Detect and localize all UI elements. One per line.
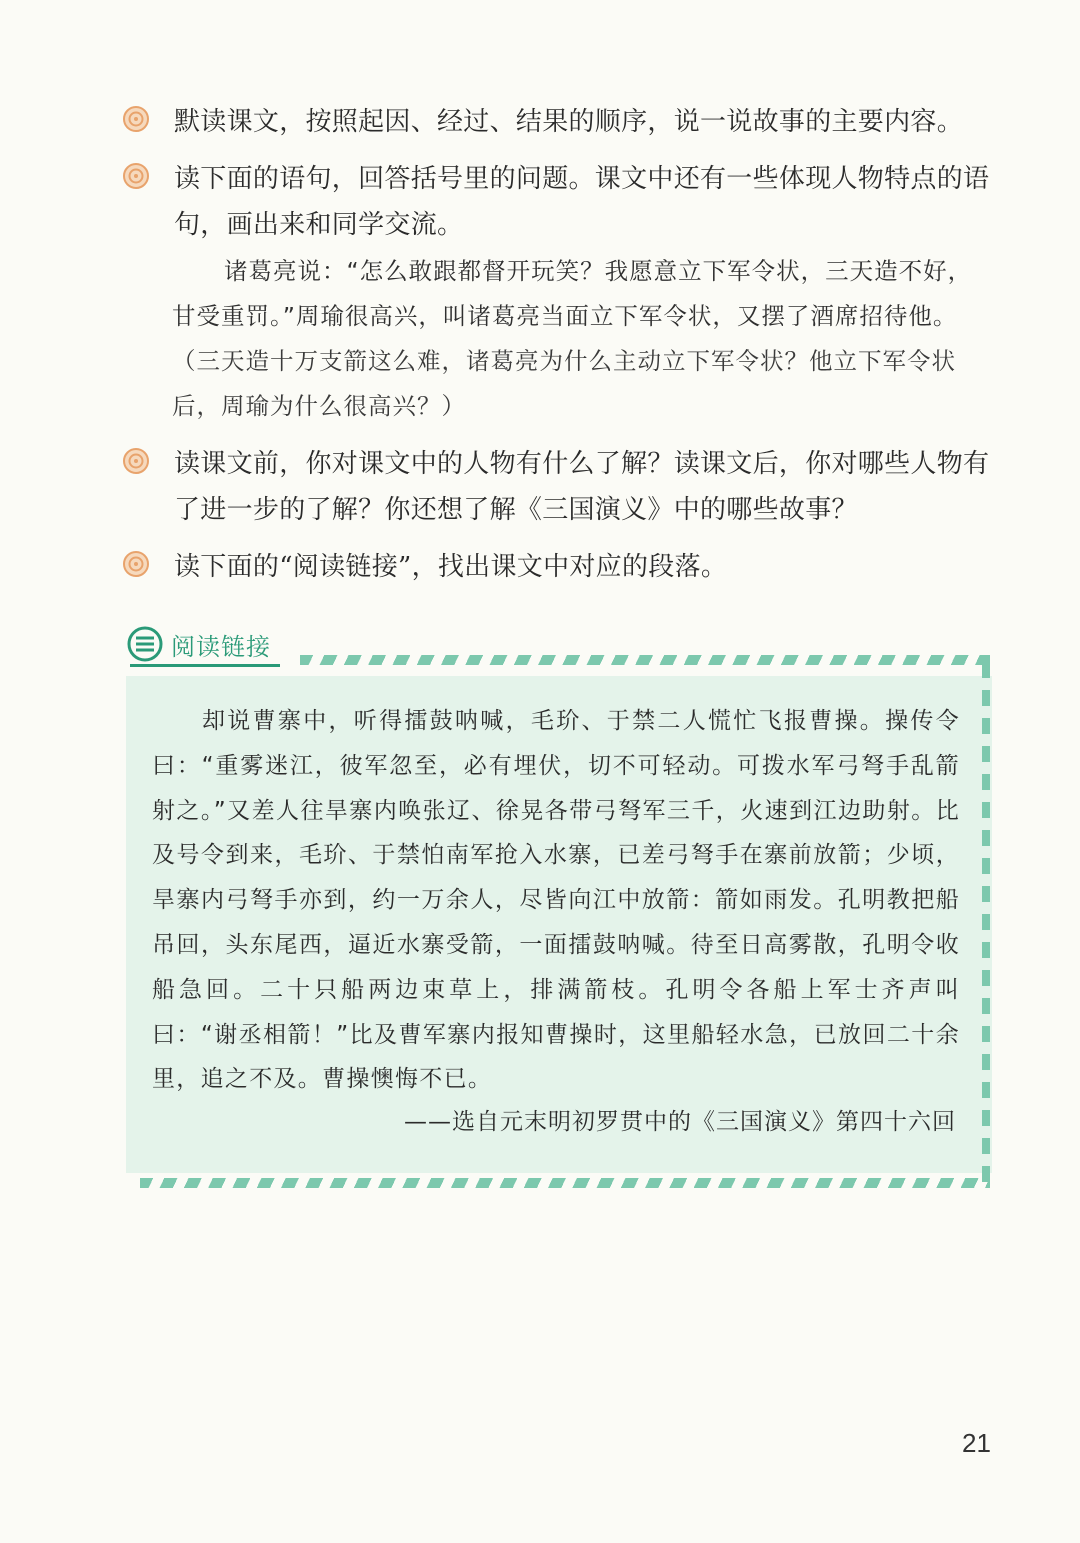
reading-link-underline	[130, 664, 280, 667]
exercise-item-2	[122, 156, 1002, 248]
page-number: 21	[962, 1428, 991, 1458]
exercise-item-3	[122, 441, 1002, 533]
reading-link-header	[127, 624, 271, 664]
dashed-border-right	[982, 662, 990, 1182]
exercise-item-1	[122, 99, 1002, 145]
quoted-passage-text: 诸葛亮说：“怎么敢跟都督开玩笑？我愿意立下军令状，三天造不好，甘受重罚。”周瑜很高兴，叫诸葛亮当面立下军令状，又摆了酒席招待他。	[172, 257, 973, 330]
book-lines-icon	[127, 626, 163, 662]
sun-bullet-icon	[122, 550, 150, 578]
quoted-passage	[172, 249, 992, 429]
exercise-text: 读下面的“阅读链接”，找出课文中对应的段落。	[174, 552, 728, 582]
exercise-item-4	[122, 544, 1002, 590]
reading-link-title: 阅读链接	[171, 632, 271, 661]
sun-bullet-icon	[122, 105, 150, 133]
reading-link-passage	[152, 699, 960, 1102]
quoted-passage-question: （三天造十万支箭这么难，诸葛亮为什么主动立下军令状？他立下军令状后，周瑜为什么很高兴？）	[172, 347, 956, 420]
dashed-border-top	[300, 655, 990, 665]
exercise-text: 默读课文，按照起因、经过、结果的顺序，说一说故事的主要内容。	[174, 107, 964, 137]
dashed-border-bottom	[140, 1178, 990, 1188]
sun-bullet-icon	[122, 447, 150, 475]
reading-link-source: ——选自元末明初罗贯中的《三国演义》第四十六回	[404, 1109, 956, 1135]
exercise-text: 读课文前，你对课文中的人物有什么了解？读课文后，你对哪些人物有了进一步的了解？你还想了解《三国演义》中的哪些故事？	[174, 449, 990, 525]
exercise-text: 读下面的语句，回答括号里的问题。课文中还有一些体现人物特点的语句，画出来和同学交流。	[174, 164, 990, 240]
sun-bullet-icon	[122, 162, 150, 190]
reading-link-text: 却说曹寨中，听得擂鼓呐喊，毛玠、于禁二人慌忙飞报曹操。操传令曰：“重雾迷江，彼军忽至，必有埋伏，切不可轻动。可拨水军弓弩手乱箭射之。”又差人往旱寨内唤张辽、徐晃各带弓弩军三千，火速到江边助射。比及号令到来，毛玠、于禁怕南军抢入水寨，已差弓弩手在寨前放箭；少顷，旱寨内弓弩手亦到，约一万余人，尽皆向江中放箭：箭如雨发。孔明教把船吊回，头东尾西，逼近水寨受箭，一面擂鼓呐喊。待至日高雾散，孔明令收船急回。二十只船两边束草上，排满箭枝。孔明令各船上军士齐声叫曰：“谢丞相箭！”比及曹军寨内报知曹操时，这里船轻水急，已放回二十余里，追之不及。曹操懊悔不已。	[152, 708, 960, 1093]
